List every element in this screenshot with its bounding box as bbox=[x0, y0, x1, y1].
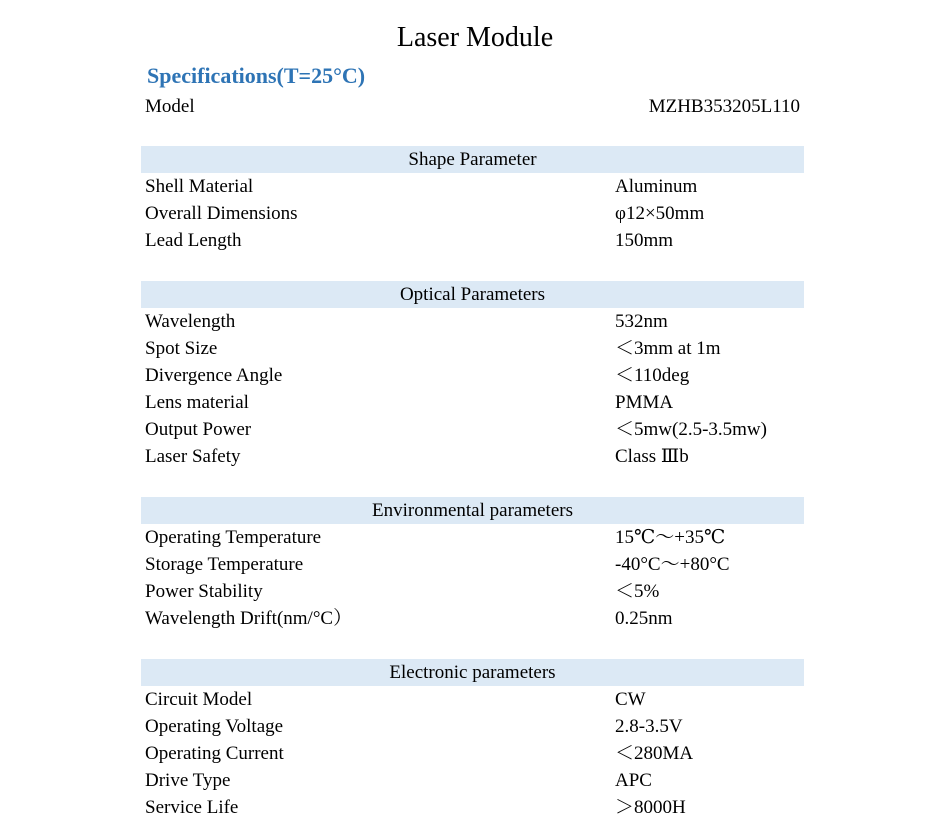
spec-value: 150mm bbox=[615, 230, 674, 251]
spec-row bbox=[141, 524, 804, 551]
section-header: Shape Parameter bbox=[141, 146, 804, 173]
spec-value: ＜110deg bbox=[615, 365, 690, 386]
spec-value: 2.8-3.5V bbox=[615, 716, 683, 737]
section-optical-parameters bbox=[141, 281, 804, 470]
spec-label: Lead Length bbox=[145, 230, 242, 251]
model-label: Model bbox=[145, 96, 195, 117]
spec-row bbox=[141, 227, 804, 254]
spec-row bbox=[141, 578, 804, 605]
spec-label: Divergence Angle bbox=[145, 365, 283, 386]
spec-value: ＜3mm at 1m bbox=[615, 338, 721, 359]
spec-value: ＜5mw(2.5-3.5mw) bbox=[615, 419, 767, 440]
spec-row bbox=[141, 362, 804, 389]
spec-value: PMMA bbox=[615, 392, 674, 413]
spec-label: Wavelength Drift(nm/°C） bbox=[145, 608, 353, 629]
spec-label: Output Power bbox=[145, 419, 252, 440]
spec-label: Power Stability bbox=[145, 581, 263, 602]
spec-value: CW bbox=[615, 689, 646, 710]
spec-row bbox=[141, 713, 804, 740]
spec-row bbox=[141, 335, 804, 362]
spec-value: ＜280MA bbox=[615, 743, 694, 764]
spec-label: Wavelength bbox=[145, 311, 236, 332]
spec-label: Circuit Model bbox=[145, 689, 253, 710]
spec-value: Aluminum bbox=[615, 176, 698, 197]
spec-label: Storage Temperature bbox=[145, 554, 304, 575]
spec-row bbox=[141, 443, 804, 470]
spec-label: Operating Voltage bbox=[145, 716, 284, 737]
spec-row bbox=[141, 308, 804, 335]
spec-value: APC bbox=[615, 770, 652, 791]
spec-value: φ12×50mm bbox=[615, 203, 705, 224]
model-row bbox=[145, 94, 800, 120]
section-environmental-parameters bbox=[141, 497, 804, 632]
spec-value: -40°C～+80°C bbox=[615, 554, 730, 575]
spec-label: Spot Size bbox=[145, 338, 218, 359]
spec-row bbox=[141, 767, 804, 794]
spec-value: 15℃～+35℃ bbox=[615, 527, 726, 548]
spec-value: Class Ⅲb bbox=[615, 446, 689, 467]
spec-label: Operating Temperature bbox=[145, 527, 322, 548]
spec-value: ＞8000H bbox=[615, 797, 686, 818]
spec-label: Lens material bbox=[145, 392, 249, 413]
specifications-heading: Specifications(T=25°C) bbox=[147, 63, 366, 88]
spec-row bbox=[141, 740, 804, 767]
section-electronic-parameters bbox=[141, 659, 804, 821]
spec-row bbox=[141, 551, 804, 578]
spec-value: 532nm bbox=[615, 311, 668, 332]
spec-value: 0.25nm bbox=[615, 608, 673, 629]
model-value: MZHB353205L110 bbox=[648, 96, 800, 117]
spec-row bbox=[141, 794, 804, 821]
section-shape-parameter bbox=[141, 146, 804, 254]
section-header: Optical Parameters bbox=[141, 281, 804, 308]
section-header: Electronic parameters bbox=[141, 659, 804, 686]
spec-label: Service Life bbox=[145, 797, 239, 818]
page-title: Laser Module bbox=[396, 22, 554, 53]
spec-row bbox=[141, 686, 804, 713]
spec-row bbox=[141, 173, 804, 200]
spec-label: Shell Material bbox=[145, 176, 254, 197]
spec-value: ＜5% bbox=[615, 581, 660, 602]
spec-label: Laser Safety bbox=[145, 446, 241, 467]
spec-label: Overall Dimensions bbox=[145, 203, 298, 224]
spec-label: Operating Current bbox=[145, 743, 284, 764]
spec-row bbox=[141, 389, 804, 416]
spec-row bbox=[141, 200, 804, 227]
spec-row bbox=[141, 605, 804, 632]
spec-row bbox=[141, 416, 804, 443]
spec-label: Drive Type bbox=[145, 770, 231, 791]
section-header: Environmental parameters bbox=[141, 497, 804, 524]
